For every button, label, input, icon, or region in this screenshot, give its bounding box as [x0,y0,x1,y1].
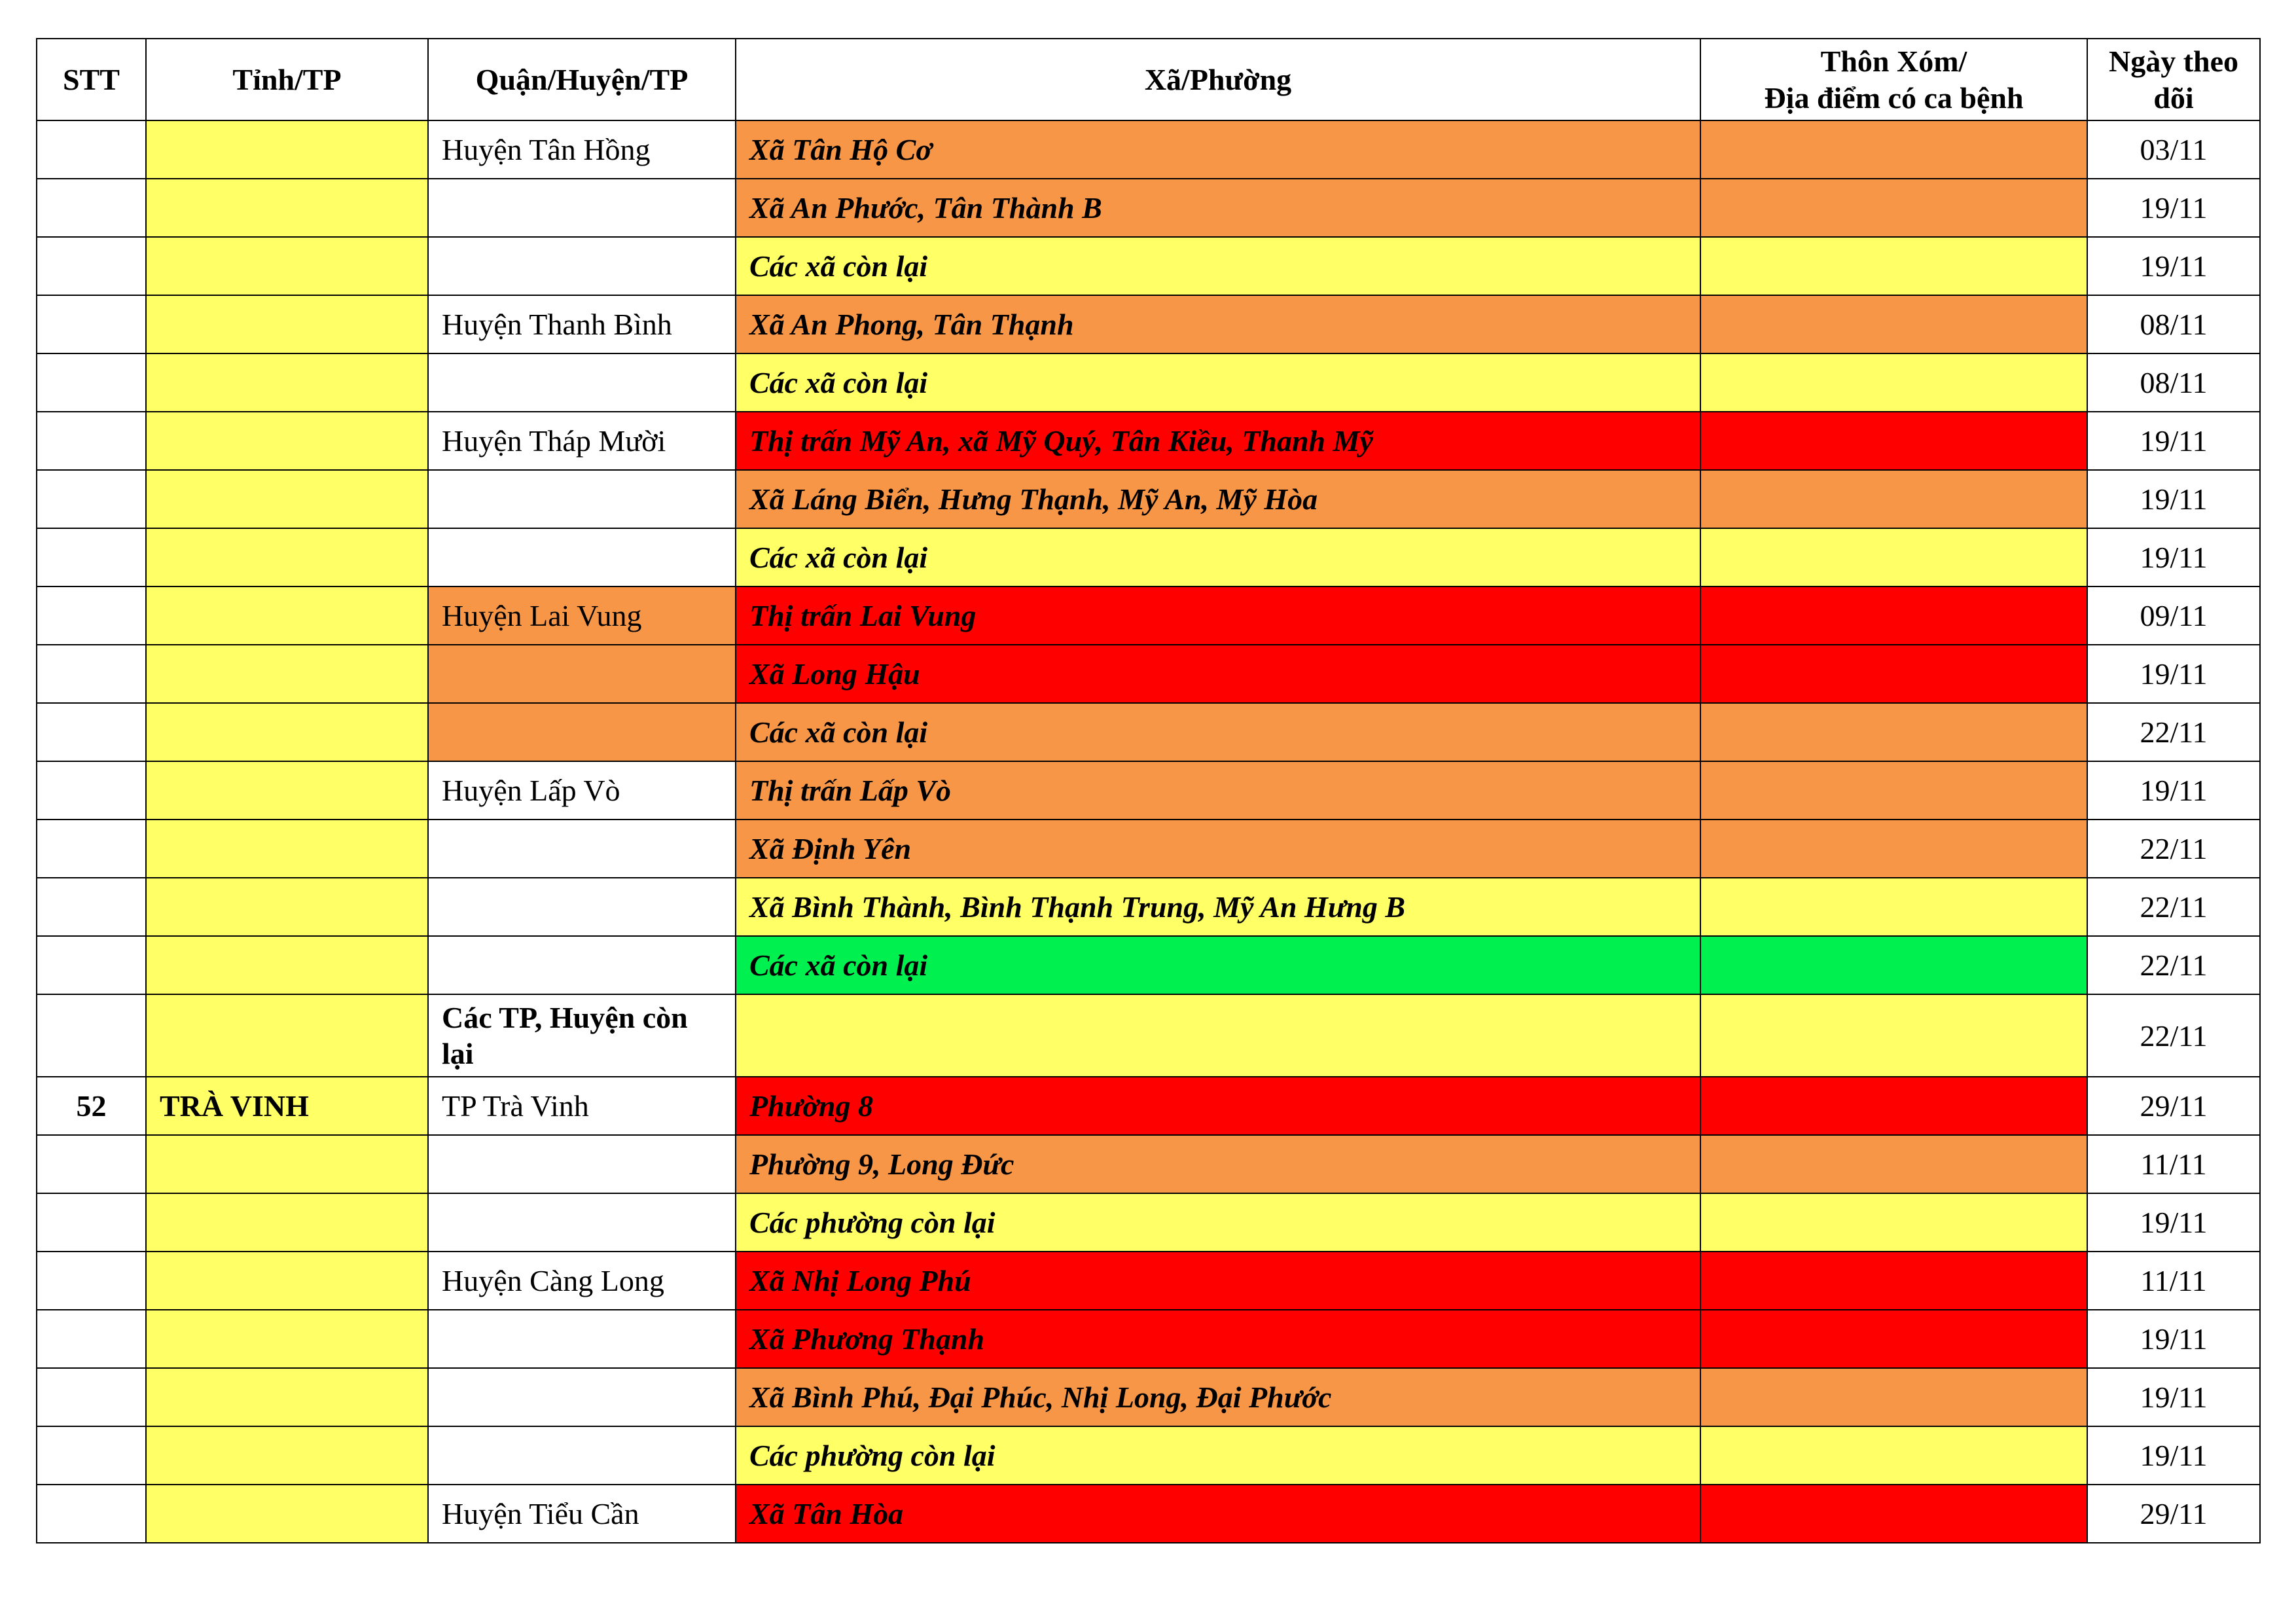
district-cell [428,1368,736,1426]
stt-cell [37,237,146,295]
table-row [37,179,2260,237]
date-cell: 22/11 [2087,820,2260,878]
district-cell: Huyện Lai Vung [428,586,736,645]
header-thon-line1: Thôn Xóm/ [1820,44,1967,78]
district-cell: TP Trà Vinh [428,1077,736,1135]
ward-cell: Thị trấn Lấp Vò [736,761,1700,820]
province-cell [146,703,428,761]
table-row [37,1310,2260,1368]
stt-cell [37,878,146,936]
district-cell: Huyện Lấp Vò [428,761,736,820]
hamlet-cell [1700,470,2087,528]
province-cell [146,761,428,820]
hamlet-cell [1700,703,2087,761]
ward-cell: Các xã còn lại [736,528,1700,586]
province-cell [146,1193,428,1252]
hamlet-cell [1700,1368,2087,1426]
province-cell: TRÀ VINH [146,1077,428,1135]
ward-cell: Xã Bình Thành, Bình Thạnh Trung, Mỹ An Hưng B [736,878,1700,936]
stt-cell [37,761,146,820]
table-row [37,1426,2260,1485]
stt-cell [37,1426,146,1485]
table-row [37,1193,2260,1252]
date-cell: 22/11 [2087,994,2260,1077]
table-row [37,353,2260,412]
date-cell: 19/11 [2087,1193,2260,1252]
stt-cell [37,1485,146,1543]
table-row [37,120,2260,179]
province-cell [146,1485,428,1543]
district-cell [428,1135,736,1193]
date-cell: 22/11 [2087,878,2260,936]
date-cell: 22/11 [2087,703,2260,761]
stt-cell [37,1252,146,1310]
stt-cell [37,179,146,237]
stt-cell: 52 [37,1077,146,1135]
province-cell [146,1135,428,1193]
district-cell: Huyện Thanh Bình [428,295,736,353]
stt-cell [37,820,146,878]
covid-risk-table [36,38,2261,1543]
date-cell: 19/11 [2087,179,2260,237]
stt-cell [37,353,146,412]
district-cell [428,237,736,295]
district-cell [428,470,736,528]
header-thon-line2: Địa điểm có ca bệnh [1764,81,2024,115]
date-cell: 03/11 [2087,120,2260,179]
table-row [37,1077,2260,1135]
table-row [37,703,2260,761]
province-cell [146,1310,428,1368]
date-cell: 11/11 [2087,1252,2260,1310]
header-tinh: Tỉnh/TP [146,39,428,120]
table-row [37,645,2260,703]
district-cell [428,703,736,761]
hamlet-cell [1700,179,2087,237]
header-thon [1700,39,2087,120]
hamlet-cell [1700,295,2087,353]
date-cell: 19/11 [2087,1310,2260,1368]
date-cell: 19/11 [2087,412,2260,470]
table-row [37,1485,2260,1543]
province-cell [146,820,428,878]
hamlet-cell [1700,120,2087,179]
province-cell [146,353,428,412]
stt-cell [37,120,146,179]
table-row [37,295,2260,353]
province-cell [146,878,428,936]
ward-cell: Các xã còn lại [736,703,1700,761]
table-body [37,120,2260,1543]
header-row [37,39,2260,120]
header-ngay [2087,39,2260,120]
ward-cell: Xã Phương Thạnh [736,1310,1700,1368]
hamlet-cell [1700,936,2087,994]
table-row [37,412,2260,470]
province-cell [146,528,428,586]
province-cell [146,237,428,295]
province-cell [146,1252,428,1310]
table-row [37,1368,2260,1426]
province-cell [146,994,428,1077]
ward-cell: Thị trấn Mỹ An, xã Mỹ Quý, Tân Kiều, Thanh Mỹ [736,412,1700,470]
district-cell [428,1310,736,1368]
hamlet-cell [1700,353,2087,412]
ward-cell: Xã Tân Hộ Cơ [736,120,1700,179]
province-cell [146,936,428,994]
table-row [37,237,2260,295]
district-cell [428,878,736,936]
table-row [37,761,2260,820]
table-row [37,586,2260,645]
table-row [37,1252,2260,1310]
table-row [37,1135,2260,1193]
date-cell: 19/11 [2087,1426,2260,1485]
ward-cell: Phường 9, Long Đức [736,1135,1700,1193]
province-cell [146,1368,428,1426]
hamlet-cell [1700,1426,2087,1485]
hamlet-cell [1700,528,2087,586]
document-page [36,38,2259,1543]
ward-cell: Các xã còn lại [736,353,1700,412]
table-row [37,994,2260,1077]
table-row [37,936,2260,994]
stt-cell [37,470,146,528]
ward-cell: Xã Long Hậu [736,645,1700,703]
stt-cell [37,528,146,586]
stt-cell [37,1368,146,1426]
stt-cell [37,1135,146,1193]
hamlet-cell [1700,994,2087,1077]
date-cell: 19/11 [2087,1368,2260,1426]
stt-cell [37,703,146,761]
district-cell [428,645,736,703]
hamlet-cell [1700,1252,2087,1310]
district-cell [428,353,736,412]
province-cell [146,120,428,179]
ward-cell: Phường 8 [736,1077,1700,1135]
header-quan: Quận/Huyện/TP [428,39,736,120]
ward-cell: Các phường còn lại [736,1193,1700,1252]
ward-cell: Xã An Phước, Tân Thành B [736,179,1700,237]
province-cell [146,295,428,353]
ward-cell: Xã Tân Hòa [736,1485,1700,1543]
header-xa: Xã/Phường [736,39,1700,120]
date-cell: 19/11 [2087,761,2260,820]
stt-cell [37,645,146,703]
district-cell [428,936,736,994]
hamlet-cell [1700,878,2087,936]
hamlet-cell [1700,237,2087,295]
hamlet-cell [1700,1310,2087,1368]
district-cell: Các TP, Huyện còn lại [428,994,736,1077]
ward-cell: Xã Láng Biển, Hưng Thạnh, Mỹ An, Mỹ Hòa [736,470,1700,528]
ward-cell: Thị trấn Lai Vung [736,586,1700,645]
table-row [37,528,2260,586]
ward-cell: Các phường còn lại [736,1426,1700,1485]
date-cell: 19/11 [2087,528,2260,586]
district-cell: Huyện Càng Long [428,1252,736,1310]
district-cell [428,820,736,878]
hamlet-cell [1700,1135,2087,1193]
hamlet-cell [1700,1485,2087,1543]
header-stt: STT [37,39,146,120]
province-cell [146,412,428,470]
hamlet-cell [1700,1193,2087,1252]
hamlet-cell [1700,412,2087,470]
hamlet-cell [1700,820,2087,878]
table-row [37,878,2260,936]
ward-cell: Xã An Phong, Tân Thạnh [736,295,1700,353]
date-cell: 08/11 [2087,353,2260,412]
stt-cell [37,1193,146,1252]
date-cell: 19/11 [2087,237,2260,295]
table-row [37,470,2260,528]
stt-cell [37,994,146,1077]
ward-cell [736,994,1700,1077]
hamlet-cell [1700,761,2087,820]
date-cell: 29/11 [2087,1485,2260,1543]
province-cell [146,1426,428,1485]
stt-cell [37,412,146,470]
date-cell: 09/11 [2087,586,2260,645]
ward-cell: Xã Định Yên [736,820,1700,878]
hamlet-cell [1700,645,2087,703]
ward-cell: Xã Bình Phú, Đại Phúc, Nhị Long, Đại Phước [736,1368,1700,1426]
hamlet-cell [1700,586,2087,645]
header-ngay-line1: Ngày theo [2108,44,2239,78]
date-cell: 11/11 [2087,1135,2260,1193]
province-cell [146,645,428,703]
district-cell [428,528,736,586]
stt-cell [37,586,146,645]
stt-cell [37,1310,146,1368]
ward-cell: Các xã còn lại [736,237,1700,295]
ward-cell: Các xã còn lại [736,936,1700,994]
district-cell: Huyện Tiểu Cần [428,1485,736,1543]
province-cell [146,179,428,237]
date-cell: 08/11 [2087,295,2260,353]
date-cell: 22/11 [2087,936,2260,994]
date-cell: 29/11 [2087,1077,2260,1135]
date-cell: 19/11 [2087,645,2260,703]
ward-cell: Xã Nhị Long Phú [736,1252,1700,1310]
district-cell: Huyện Tân Hồng [428,120,736,179]
stt-cell [37,936,146,994]
hamlet-cell [1700,1077,2087,1135]
province-cell [146,470,428,528]
stt-cell [37,295,146,353]
header-ngay-line2: dõi [2153,81,2194,115]
date-cell: 19/11 [2087,470,2260,528]
district-cell [428,1193,736,1252]
district-cell [428,1426,736,1485]
district-cell [428,179,736,237]
district-cell: Huyện Tháp Mười [428,412,736,470]
province-cell [146,586,428,645]
table-row [37,820,2260,878]
